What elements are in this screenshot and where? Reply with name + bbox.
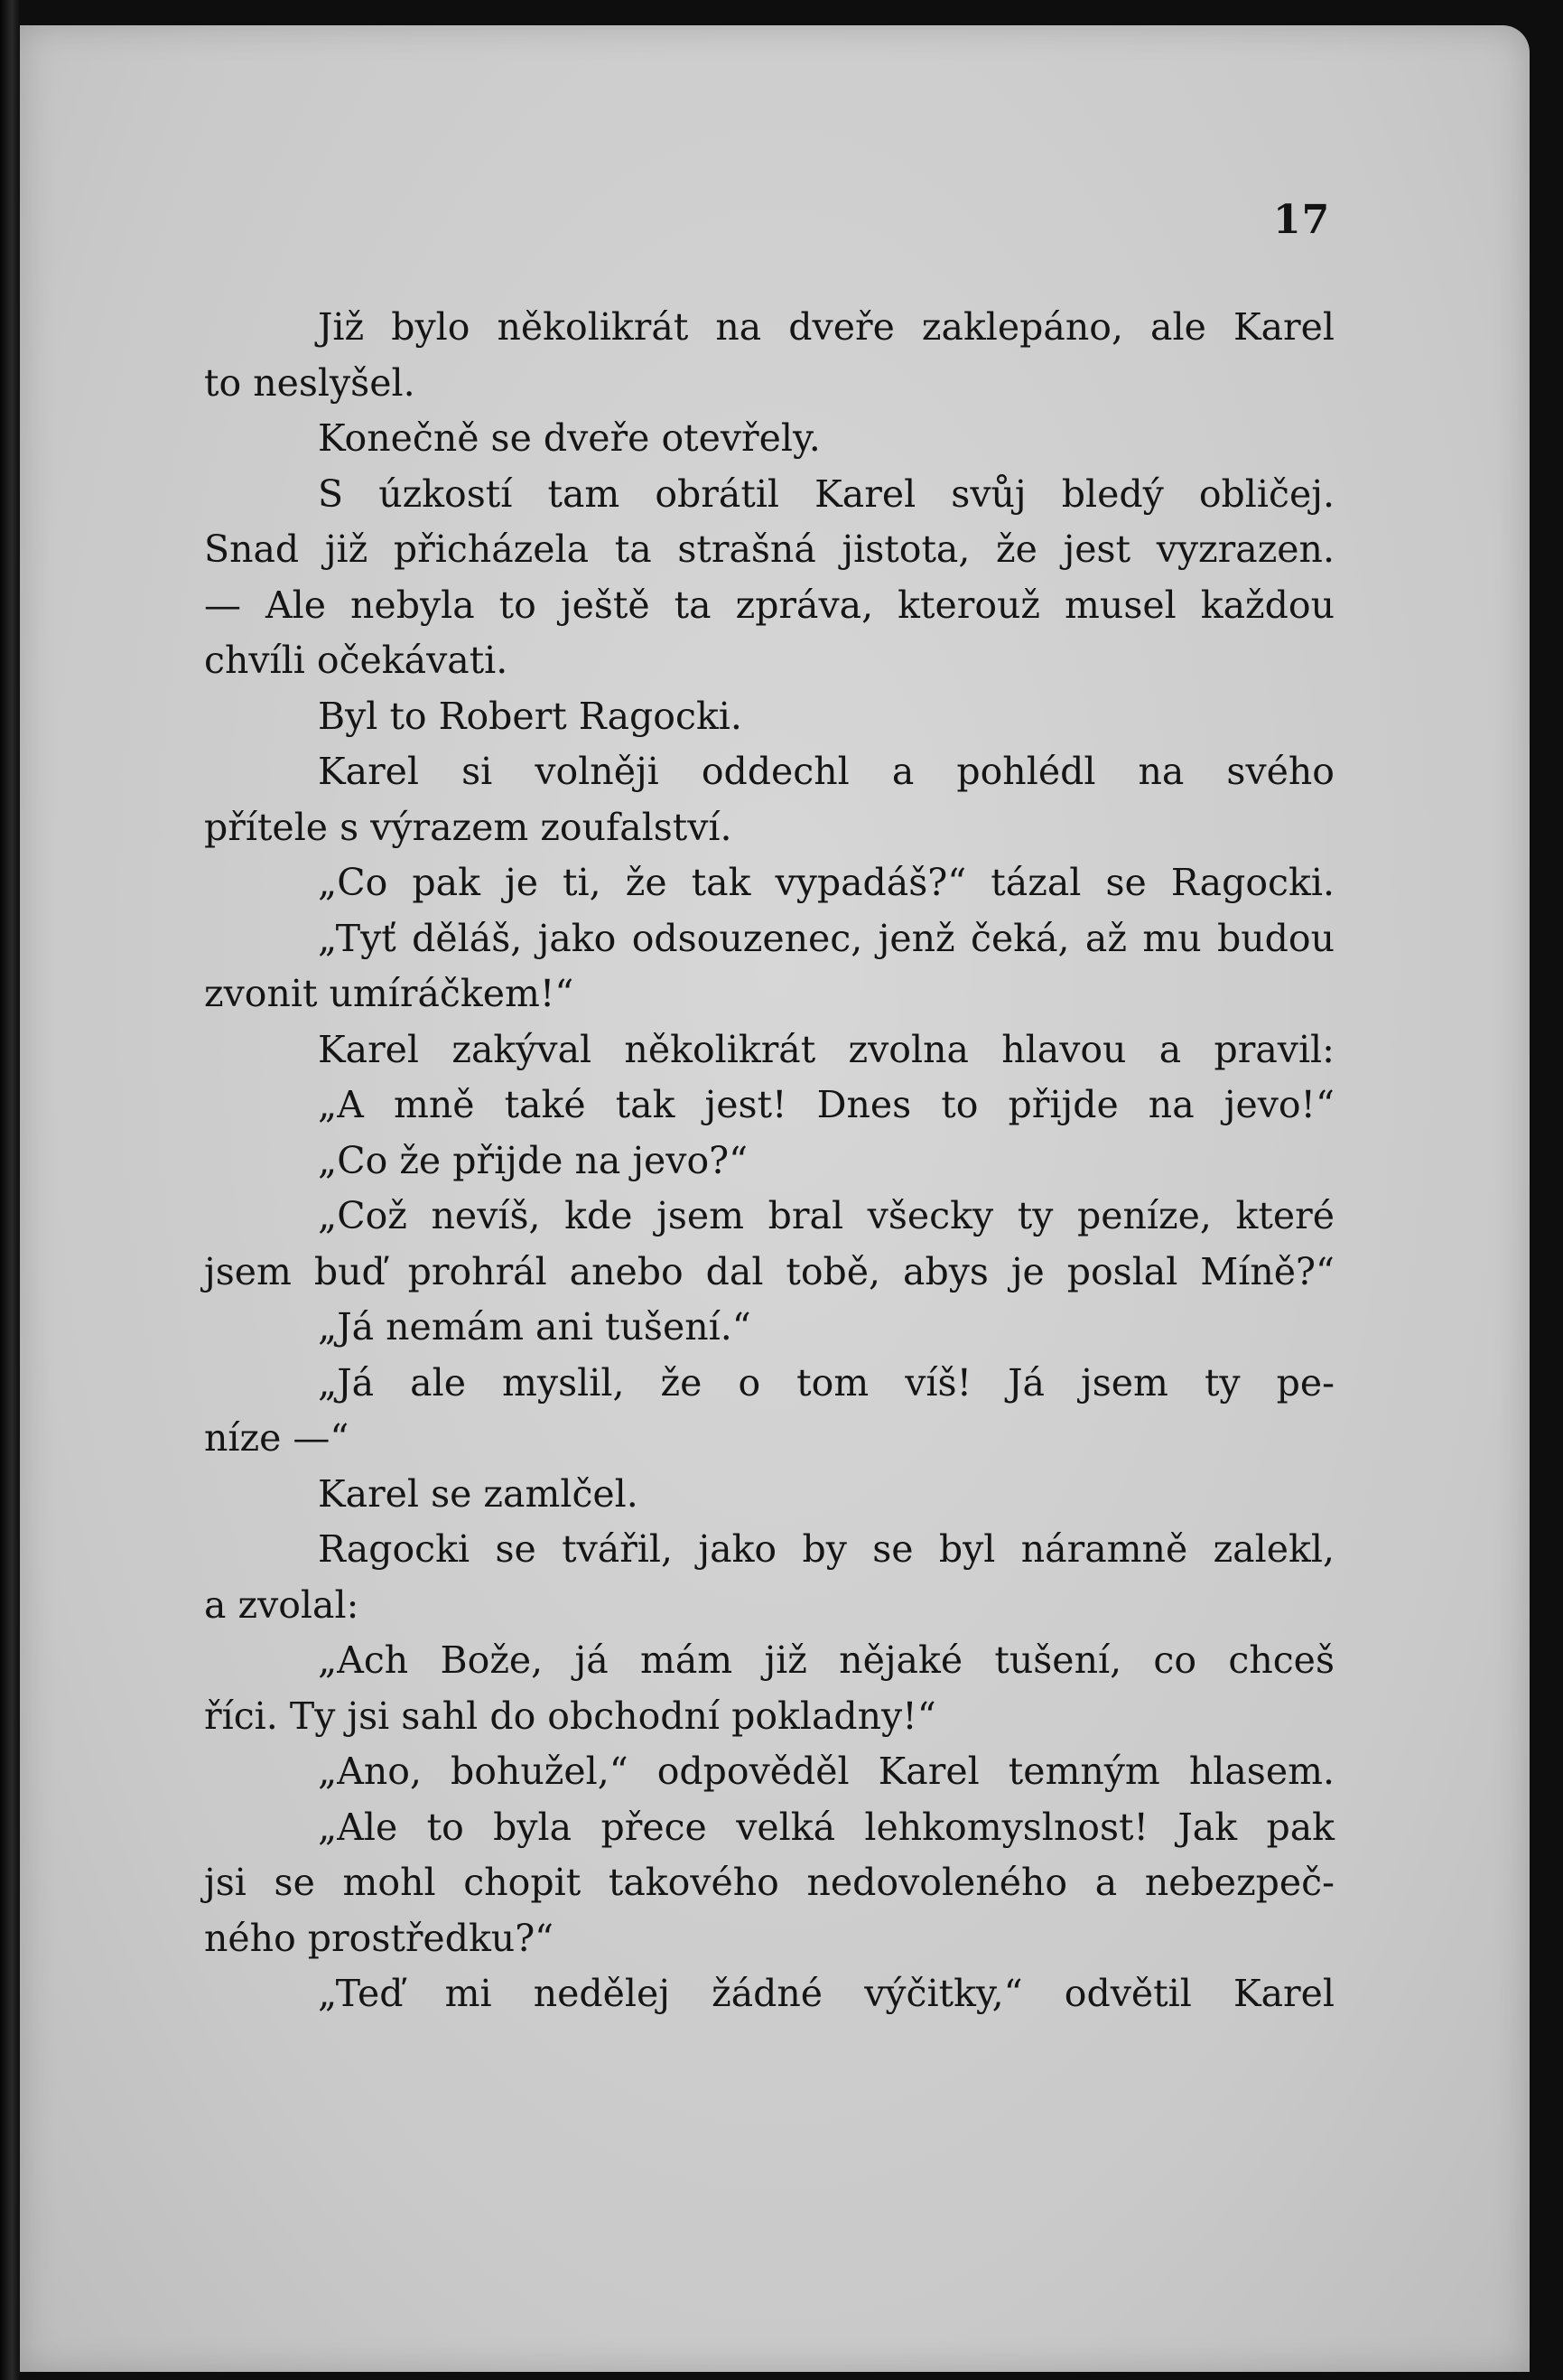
text-line: „Což nevíš, kde jsem bral všecky ty peníze, které bbox=[318, 1194, 1335, 1237]
body-text bbox=[204, 300, 1335, 2022]
text-line: Karel se zamlčel. bbox=[318, 1471, 638, 1516]
binding-edge bbox=[0, 0, 20, 2380]
text-line: Karel si volněji oddechl a pohlédl na svého bbox=[318, 750, 1335, 793]
text-line: „Teď mi nedělej žádné výčitky,“ odvětil Karel bbox=[318, 1972, 1335, 2015]
text-line: S úzkostí tam obrátil Karel svůj bledý obličej. bbox=[318, 471, 1335, 516]
text-line: „Já ale myslil, že o tom víš! Já jsem ty pe- bbox=[318, 1360, 1335, 1405]
page-number: 17 bbox=[1273, 197, 1331, 243]
text-line: „Co že přijde na jevo?“ bbox=[318, 1138, 749, 1182]
text-line: Byl to Robert Ragocki. bbox=[318, 694, 742, 738]
text-line: Snad již přicházela ta strašná jistota, že jest vyzrazen. bbox=[204, 527, 1335, 571]
text-line: říci. Ty jsi sahl do obchodní pokladny!“ bbox=[204, 1694, 936, 1738]
text-line: jsi se mohl chopit takového nedovoleného a nebezpeč- bbox=[204, 1861, 1335, 1904]
text-line: zvonit umíráčkem!“ bbox=[204, 972, 574, 1015]
text-line: Již bylo několikrát na dveře zaklepáno, ale Karel bbox=[318, 305, 1335, 349]
text-line: chvíli očekávati. bbox=[204, 639, 508, 682]
text-line: jsem buď prohrál anebo dal tobě, abys je poslal Míně?“ bbox=[204, 1249, 1335, 1293]
text-line: „A mně také tak jest! Dnes to přijde na jevo!“ bbox=[318, 1083, 1335, 1126]
text-line: „Co pak je ti, že tak vypadáš?“ tázal se Ragocki. bbox=[318, 861, 1335, 904]
text-line: „Ale to byla přece velká lehkomyslnost! Jak pak bbox=[318, 1805, 1335, 1849]
text-line: „Já nemám ani tušení.“ bbox=[318, 1305, 751, 1349]
text-line: Ragocki se tvářil, jako by se byl náramně zalekl, bbox=[318, 1527, 1335, 1571]
text-line: přítele s výrazem zoufalství. bbox=[204, 805, 732, 849]
text-line: níze —“ bbox=[204, 1416, 349, 1460]
text-line: to neslyšel. bbox=[204, 360, 415, 405]
text-line: „Ano, bohužel,“ odpověděl Karel temným hlasem. bbox=[318, 1750, 1335, 1793]
text-line: Konečně se dveře otevřely. bbox=[318, 416, 821, 460]
text-line: — Ale nebyla to ještě ta zpráva, kterouž musel každou bbox=[204, 583, 1335, 627]
text-line: a zvolal: bbox=[204, 1582, 359, 1627]
text-line: „Ach Bože, já mám již nějaké tušení, co chceš bbox=[318, 1638, 1335, 1682]
text-line: ného prostředku?“ bbox=[204, 1916, 554, 1960]
text-line: „Tyť děláš, jako odsouzenec, jenž čeká, až mu budou bbox=[318, 916, 1335, 960]
text-line: Karel zakýval několikrát zvolna hlavou a pravil: bbox=[318, 1027, 1335, 1071]
